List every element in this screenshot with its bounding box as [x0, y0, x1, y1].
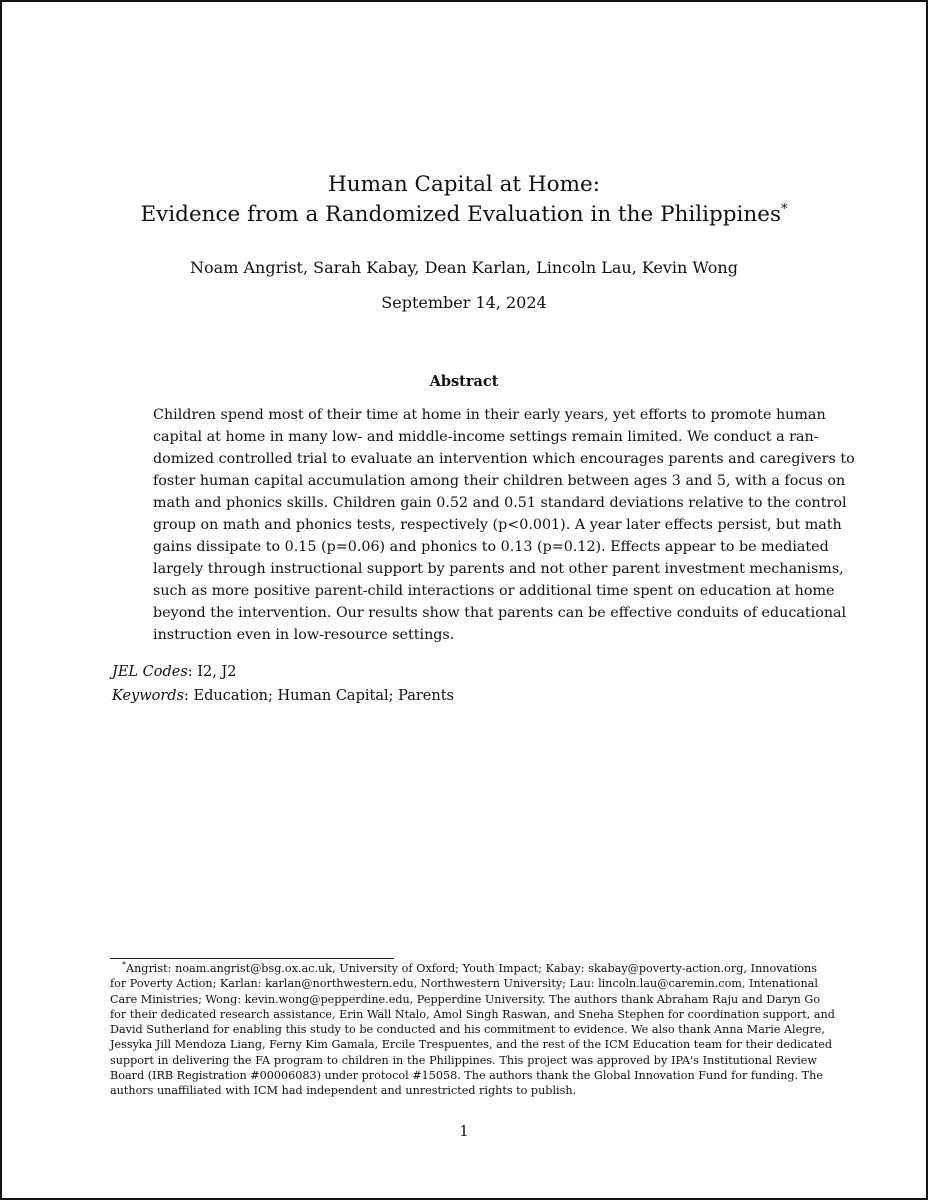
jel-value: : I2, J2: [187, 664, 237, 680]
abstract-line: instruction even in low-resource settings.: [153, 627, 455, 643]
footnote-line: support in delivering the FA program to children in the Philippines. This project was approved by IPA's Institutional Review: [110, 1053, 817, 1067]
abstract-line: math and phonics skills. Children gain 0.52 and 0.51 standard deviations relative to the control: [153, 495, 847, 511]
footnote-line-text: Angrist: noam.angrist@bsg.ox.ac.uk, University of Oxford; Youth Impact; Kabay: skabay@poverty-action.org, Innovations: [126, 962, 817, 975]
footnote-line: Board (IRB Registration #00006083) under protocol #15058. The authors thank the Global Innovation Fund for funding. The: [110, 1069, 823, 1083]
abstract-line: foster human capital accumulation among their children between ages 3 and 5, with a focus on: [153, 473, 846, 489]
footnote-line: [110, 961, 817, 976]
keywords: [112, 686, 454, 706]
footnote-rule: [110, 958, 394, 959]
page-number: 1: [459, 1124, 469, 1140]
footnote-line: for their dedicated research assistance, Erin Wall Ntalo, Amol Singh Raswan, and Sneha Stephen for coordination support, and: [110, 1007, 835, 1021]
jel-label: JEL Codes: [112, 664, 188, 680]
abstract-body: [153, 404, 855, 646]
keywords-label: Keywords: [112, 688, 185, 704]
title-line-2-text: Evidence from a Randomized Evaluation in the Philippines: [140, 202, 782, 227]
abstract-line: such as more positive parent-child interactions or additional time spent on education at home: [153, 583, 835, 599]
abstract-line: gains dissipate to 0.15 (p=0.06) and phonics to 0.13 (p=0.12). Effects appear to be mediated: [153, 539, 829, 555]
footnote-line: Jessyka Jill Mendoza Liang, Ferny Kim Gamala, Ercile Trespuentes, and the rest of the ICM Education team for their dedicated: [110, 1038, 832, 1052]
abstract-line: beyond the intervention. Our results show that parents can be effective conduits of educational: [153, 605, 847, 621]
abstract-line: capital at home in many low- and middle-income settings remain limited. We conduct a ran-: [153, 429, 819, 445]
title-line-2: [0, 200, 928, 230]
abstract-heading: Abstract: [429, 373, 499, 390]
footnote-line: David Sutherland for enabling this study to be conducted and his commitment to evidence. We also thank Anna Marie Alegre,: [110, 1023, 825, 1037]
abstract-line: domized controlled trial to evaluate an intervention which encourages parents and caregivers to: [153, 451, 855, 467]
jel-codes: [112, 662, 236, 682]
footnote-line: for Poverty Action; Karlan: karlan@northwestern.edu, Northwestern University; Lau: lincoln.lau@caremin.com, Intenational: [110, 977, 818, 991]
date: September 14, 2024: [381, 293, 547, 312]
authors: Noam Angrist, Sarah Kabay, Dean Karlan, Lincoln Lau, Kevin Wong: [190, 258, 738, 277]
abstract-line: group on math and phonics tests, respectively (p<0.001). A year later effects persist, but math: [153, 517, 842, 533]
footnote-mark: *: [122, 960, 126, 970]
title-line-1: Human Capital at Home:: [328, 172, 600, 197]
abstract-line: Children spend most of their time at home in their early years, yet efforts to promote human: [153, 407, 826, 423]
title-footnote-mark[interactable]: *: [781, 201, 788, 217]
paper-title: [0, 170, 928, 230]
abstract-line: largely through instructional support by parents and not other parent investment mechanisms,: [153, 561, 844, 577]
keywords-value: : Education; Human Capital; Parents: [184, 688, 454, 704]
footnote-line: authors unaffiliated with ICM had independent and unrestricted rights to publish.: [110, 1084, 577, 1098]
footnote: [110, 960, 835, 1099]
footnote-line: Care Ministries; Wong: kevin.wong@pepperdine.edu, Pepperdine University. The authors thank Abraham Raju and Daryn Go: [110, 992, 821, 1006]
